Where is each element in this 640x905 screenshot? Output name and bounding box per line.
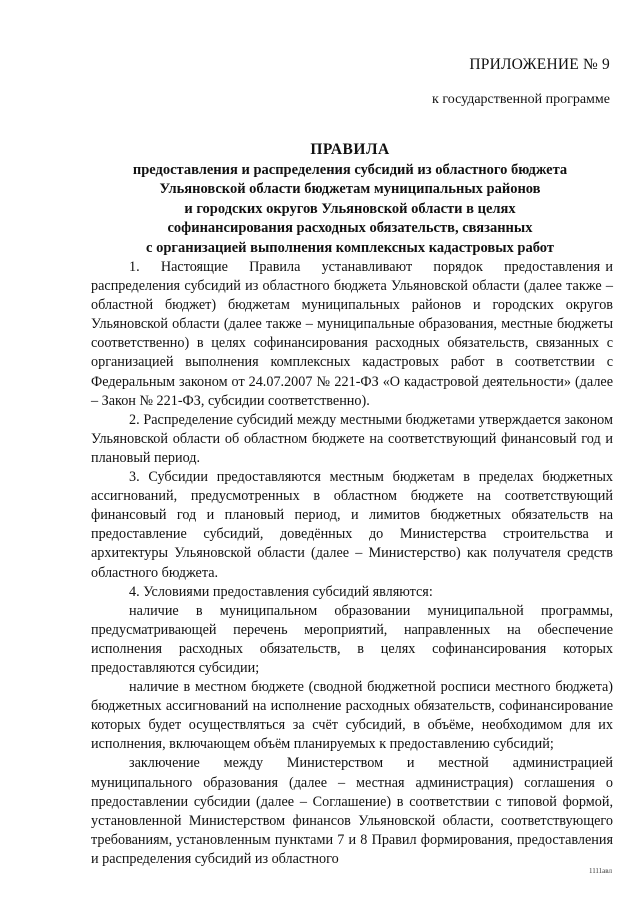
document-body (91, 258, 617, 869)
paragraph-1: 1. Настоящие Правила устанавливают порядок предоставления и распределения субсидий из областного бюджета Ульяновской области (далее также – областной бюджет) бюджетам муниципальных районов и городских округов Ульяновской области (далее также – муниципальные образования, местные бюджеты соответственно) в целях софинансирования расходных обязательств, связанных с организацией выполнения комплексных кадастровых работ в соответствии с Федеральным законом от 24.07.2007 № 221-ФЗ «О кадастровой деятельности» (далее – Закон № 221-ФЗ, субсидии соответственно). (91, 259, 617, 409)
appendix-subtitle: к государственной программе (432, 92, 610, 107)
page-code: 1111авл (588, 867, 612, 875)
paragraph-3: 3. Субсидии предоставляются местным бюджетам в пределах бюджетных ассигнований, предусмотренных в областном бюджете на соответствующий финансовый год и плановый период, и лимитов бюджетных обязательств на предоставление субсидий, доведённых до Министерства строительства и архитектуры Ульяновской области (далее – Министерство) как получателя средств областного бюджета. (91, 469, 613, 581)
title-line: предоставления и распределения субсидий из областного бюджета (132, 161, 568, 178)
paragraph-4-condition-3: заключение между Министерством и местной администрацией муниципального образования (далее – местная администрация) соглашения о предоставлении субсидии (далее – Соглашение) в соответствии с типовой формой, установленной Министерством финансов Ульяновской области, соответствующего требованиям, установленным пунктами 7 и 8 Правил формирования, предоставления и распределения субсидий из областного (91, 755, 613, 867)
paragraph-4-condition-2: наличие в местном бюджете (сводной бюджетной росписи местного бюджета) бюджетных ассигнований на исполнение расходных обязательств, софинансирование которых будет осуществляться за счёт субсидий, в объёме, необходимом для их исполнения, включающем объём планируемых к предоставлению субсидий; (91, 679, 613, 753)
paragraph-4-condition-1: наличие в муниципальном образовании муниципальной программы, предусматривающей перечень мероприятий, направленных на обеспечение исполнения расходных обязательств, в целях софинансирования которых предоставляются субсидии; (91, 602, 613, 676)
title-main: ПРАВИЛА (310, 141, 390, 158)
paragraph-2: 2. Распределение субсидий между местными бюджетами утверждается законом Ульяновской области об областном бюджете на соответствующий финансовый год и плановый период. (91, 411, 613, 466)
document-title (90, 140, 610, 258)
title-line: софинансирования расходных обязательств, связанных (167, 220, 533, 236)
title-line: с организацией выполнения комплексных кадастровых работ (146, 239, 554, 256)
appendix-label: ПРИЛОЖЕНИЕ № 9 (469, 56, 610, 73)
paragraph-4: 4. Условиями предоставления субсидий являются: (129, 583, 433, 600)
title-line: и городских округов Ульяновской области в целях (184, 200, 516, 217)
title-line: Ульяновской области бюджетам муниципальных районов (159, 181, 541, 197)
